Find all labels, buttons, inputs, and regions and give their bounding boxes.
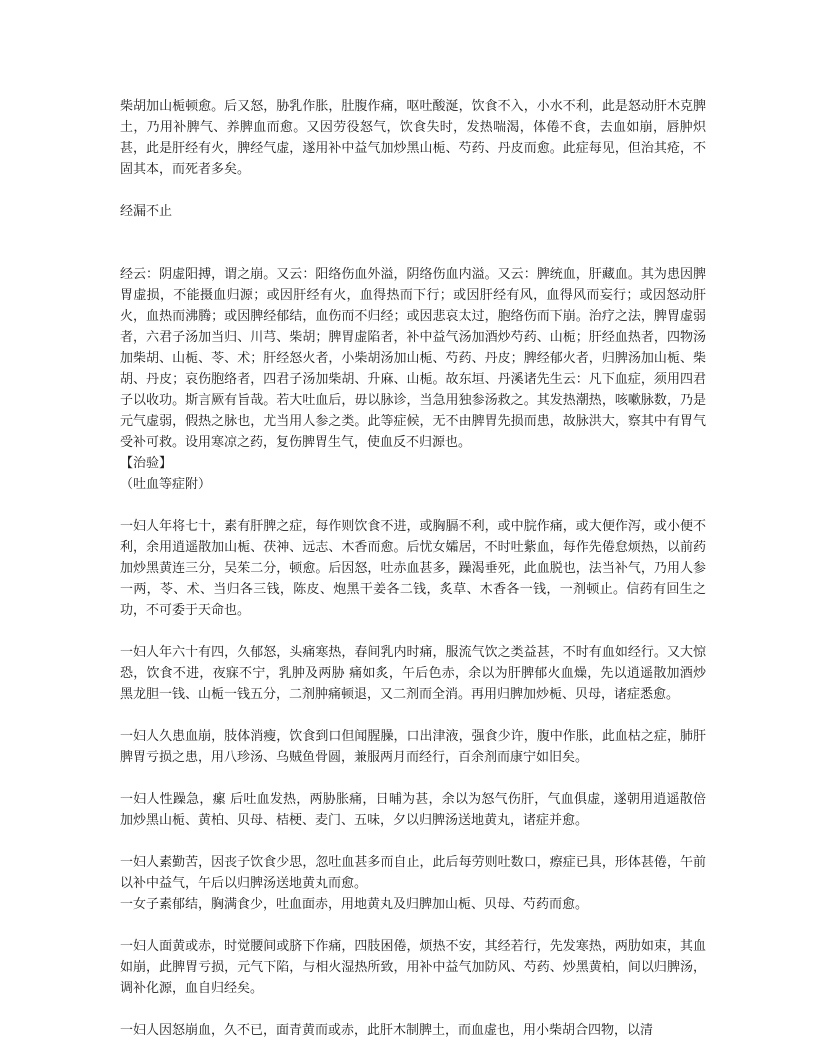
subsection-note: （吐血等症附） [120,477,212,492]
case-paragraph: 一妇人年六十有四，久郁怒，头痛寒热，春间乳内时痛，服流气饮之类益甚，不时有血如经行。又大惊恐，饮食不进，夜寐不宁，乳肿及两胁 痛如炙，午后色赤，余以为肝脾郁火血燥，先以逍遥散加酒炒黑龙胆一钱、山栀一钱五分，二剂肿痛顿退，又二剂而全消。再用归脾加炒栀、贝母，诸症悉愈。 [120,645,706,702]
spacer [120,831,706,852]
case-paragraph: 一妇人久患血崩，肢体消瘦，饮食到口但闻腥臊，口出津液，强食少许，腹中作胀，此血枯之症，肺肝脾胃亏损之患，用八珍汤、乌贼鱼骨圆，兼服两月而经行，百余剂而康宁如旧矣。 [120,729,706,765]
spacer [120,495,706,516]
spacer [120,621,706,642]
spacer [120,180,706,201]
section-heading: 经漏不止 [120,204,173,219]
spacer [120,915,706,936]
case-paragraph: 一妇人因怒崩血，久不已，面青黄而或赤，此肝木制脾土，而血虚也，用小柴胡合四物，以清 [120,1023,654,1038]
paragraph-intro: 柴胡加山栀顿愈。后又怒，胁乳作胀，肚腹作痛，呕吐酸涎，饮食不入，小水不利，此是怒动肝木克脾土，乃用补脾气、养脾血而愈。又因劳役怒气，饮食失时，发热喘渴，体倦不食，去血如崩，唇肿炽甚，此是肝经有火，脾经气虚，遂用补中益气加炒黑山栀、芍药、丹皮而愈。此症每见，但治其疮，不固其本，而死者多矣。 [120,99,706,177]
spacer [120,768,706,789]
subsection-heading: 【治验】 [120,456,173,471]
spacer [120,222,706,264]
spacer [120,999,706,1020]
case-paragraph: 一妇人素勤苦，因丧子饮食少思，忽吐血甚多而自止，此后每劳则吐数口，瘵症已具，形体甚倦，午前以补中益气，午后以归脾汤送地黄丸而愈。 [120,855,706,891]
spacer [120,705,706,726]
paragraph-theory: 经云：阴虚阳搏，谓之崩。又云：阳络伤血外溢，阴络伤血内溢。又云：脾统血，肝藏血。其为患因脾胃虚损，不能摄血归源；或因肝经有火，血得热而下行；或因肝经有风，血得风而妄行；或因怒动肝火，血热而沸腾；或因脾经郁结，血伤而不归经；或因悲哀太过，胞络伤而下崩。治疗之法，脾胃虚弱者，六君子汤加当归、川芎、柴胡；脾胃虚陷者，补中益气汤加酒炒芍药、山栀；肝经血热者，四物汤加柴胡、山栀、苓、术；肝经怒火者，小柴胡汤加山栀、芍药、丹皮；脾经郁火者，归脾汤加山栀、柴胡、丹皮；哀伤胞络者，四君子汤加柴胡、升麻、山栀。故东垣、丹溪诸先生云：凡下血症，须用四君子以收功。斯言厥有旨哉。若大吐血后，毋以脉诊，当急用独参汤救之。其发热潮热，咳嗽脉数，乃是元气虚弱，假热之脉也，尤当用人参之类。此等症候，无不由脾胃先损而患，故脉洪大，察其中有胃气受补可救。设用寒凉之药，复伤脾胃生气，使血反不归源也。 [120,267,706,450]
case-paragraph: 一妇人性躁急，瘰 后吐血发热，两胁胀痛，日晡为甚，余以为怒气伤肝，气血俱虚，遂朝用逍遥散倍加炒黑山栀、黄柏、贝母、桔梗、麦门、五味，夕以归脾汤送地黄丸，诸症并愈。 [120,792,706,828]
case-paragraph: 一妇人年将七十，素有肝脾之症，每作则饮食不进，或胸膈不利，或中脘作痛，或大便作泻，或小便不利，余用逍遥散加山栀、茯神、远志、木香而愈。后忧女孀居，不时吐紫血，每作先倦怠烦热，以前药加炒黑黄连三分，吴茱二分，顿愈。后因怒，吐赤血甚多，躁渴垂死，此血脱也，法当补气，乃用人参一两，苓、术、当归各三钱，陈皮、炮黑干姜各二钱，炙草、木香各一钱，一剂顿止。信药有回生之功，不可委于天命也。 [120,519,706,618]
case-paragraph: 一妇人面黄或赤，时觉腰间或脐下作痛，四肢困倦，烦热不安，其经若行，先发寒热，两肋如束，其血如崩，此脾胃亏损，元气下陷，与相火湿热所致，用补中益气加防风、芍药、炒黑黄柏，间以归脾汤，调补化源，血自归经矣。 [120,939,706,996]
case-paragraph: 一女子素郁结，胸满食少，吐血面赤，用地黄丸及归脾加山栀、贝母、芍药而愈。 [120,897,589,912]
